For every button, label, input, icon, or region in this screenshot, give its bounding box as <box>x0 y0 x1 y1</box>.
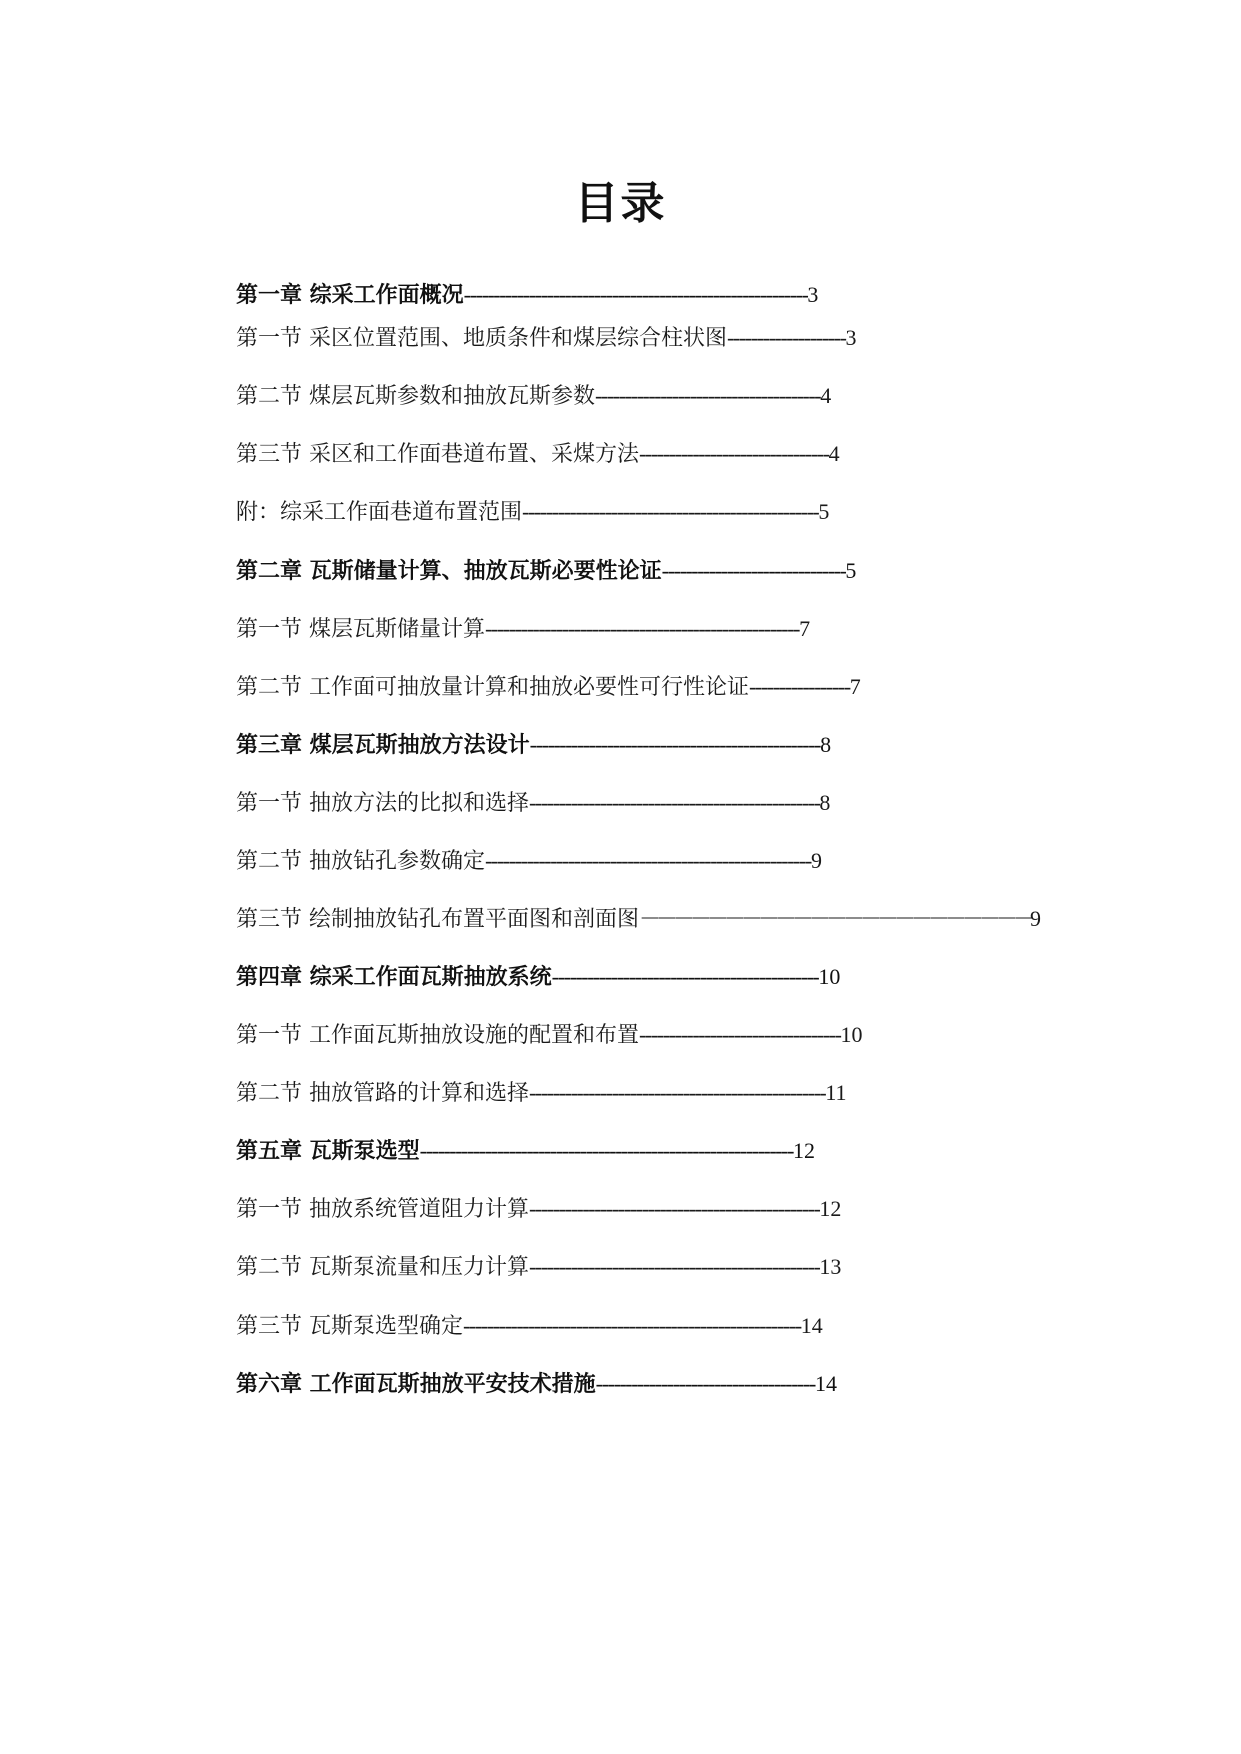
toc-leader: -------------------------------------- <box>595 383 821 408</box>
toc-section-3-3 <box>236 903 1041 935</box>
toc-leader: ------------------------------------------------- <box>529 732 821 757</box>
toc-section-3-1 <box>236 787 830 819</box>
toc-entry-title: 第二节 工作面可抽放量计算和抽放必要性可行性论证 <box>236 675 749 700</box>
toc-section-2-2 <box>236 671 861 703</box>
toc-page-number: 3 <box>807 282 819 307</box>
toc-entry-title: 第一章 综采工作面概况 <box>236 283 464 308</box>
toc-page-number: 12 <box>819 1196 842 1221</box>
toc-leader: ------------------------------- <box>661 558 846 583</box>
toc-page-number: 10 <box>818 964 841 989</box>
toc-page-number: 7 <box>849 674 861 699</box>
toc-page-number: 13 <box>819 1254 842 1279</box>
toc-leader: ------------------------------------------------- <box>529 790 820 815</box>
toc-page-number: 10 <box>840 1022 863 1047</box>
toc-page-number: 8 <box>819 790 831 815</box>
toc-entry-title: 第三节 瓦斯泵选型确定 <box>236 1314 463 1339</box>
toc-leader: -------------------------------------------------- <box>529 1080 826 1105</box>
toc-entry-title: 附：综采工作面巷道布置范围 <box>236 500 523 525</box>
toc-section-5-3 <box>236 1310 823 1342</box>
toc-page-number: 5 <box>818 499 830 524</box>
toc-section-4-1 <box>236 1019 863 1051</box>
toc-entry-title: 第一节 抽放系统管道阻力计算 <box>236 1197 529 1222</box>
toc-leader: --------------------------------------------------------- <box>463 1313 801 1338</box>
toc-leader: ----------------------------------------------------- <box>485 616 800 641</box>
toc-leader: ---------------------------------------------------------- <box>463 282 808 307</box>
toc-entry-title: 第五章 瓦斯泵选型 <box>236 1139 420 1164</box>
toc-entry-title: 第一节 采区位置范围、地质条件和煤层综合柱状图 <box>236 326 727 351</box>
toc-entry-title: 第二章 瓦斯储量计算、抽放瓦斯必要性论证 <box>236 559 662 584</box>
toc-leader: -------------------------------------------------- <box>522 499 819 524</box>
toc-entry-title: 第四章 综采工作面瓦斯抽放系统 <box>236 965 552 990</box>
toc-section-4-2 <box>236 1077 847 1109</box>
toc-chapter-1 <box>236 279 818 311</box>
toc-section-2-1 <box>236 613 810 645</box>
toc-section-5-2 <box>236 1251 841 1283</box>
toc-page-number: 14 <box>800 1313 823 1338</box>
toc-chapter-5 <box>236 1135 815 1167</box>
toc-leader: ------------------------------------------------------- <box>485 848 811 873</box>
toc-page-number: 9 <box>1030 906 1042 931</box>
toc-entry-title: 第三节 绘制抽放钻孔布置平面图和剖面图 <box>236 907 639 932</box>
toc-section-3-2 <box>236 845 822 877</box>
toc-entry-title: 第二节 瓦斯泵流量和压力计算 <box>236 1255 529 1280</box>
toc-leader: ------------------------------------------------- <box>529 1254 820 1279</box>
toc-section-1-1 <box>236 322 857 354</box>
toc-entry-title: 第三节 采区和工作面巷道布置、采煤方法 <box>236 442 639 467</box>
toc-leader: -------------------- <box>727 325 846 350</box>
toc-page-number: 4 <box>820 383 832 408</box>
toc-leader: ------------------------------------- <box>595 1371 815 1396</box>
toc-leader: －－－－－－－－－－－－－－－－－－－－－－－ <box>639 906 1031 931</box>
toc-page-number: 8 <box>820 732 832 757</box>
toc-entry-title: 第一节 煤层瓦斯储量计算 <box>236 617 485 642</box>
toc-page-number: 11 <box>825 1080 847 1105</box>
page-title: 目录 <box>574 178 667 229</box>
toc-leader: ---------------------------------- <box>639 1022 841 1047</box>
toc-section-1-3 <box>236 438 840 470</box>
toc-page-number: 5 <box>845 558 857 583</box>
toc-chapter-2 <box>236 555 856 587</box>
toc-leader: --------------------------------------------- <box>551 964 819 989</box>
toc-entry-title: 第一节 抽放方法的比拟和选择 <box>236 791 529 816</box>
toc-entry-title: 第二节 抽放管路的计算和选择 <box>236 1081 529 1106</box>
toc-entry-title: 第三章 煤层瓦斯抽放方法设计 <box>236 733 530 758</box>
toc-appendix <box>236 496 829 528</box>
toc-entry-title: 第六章 工作面瓦斯抽放平安技术措施 <box>236 1372 596 1397</box>
toc-leader: ------------------------------------------------- <box>529 1196 820 1221</box>
toc-entry-title: 第一节 工作面瓦斯抽放设施的配置和布置 <box>236 1023 639 1048</box>
toc-chapter-3 <box>236 729 831 761</box>
toc-section-1-2 <box>236 380 831 412</box>
toc-page-number: 7 <box>799 616 811 641</box>
toc-page-number: 14 <box>814 1371 837 1396</box>
toc-page-number: 9 <box>810 848 822 873</box>
toc-chapter-6 <box>236 1368 837 1400</box>
toc-chapter-4 <box>236 961 840 993</box>
toc-entry-title: 第二节 煤层瓦斯参数和抽放瓦斯参数 <box>236 384 595 409</box>
toc-leader: --------------------------------------------------------------- <box>419 1138 794 1163</box>
toc-leader: ----------------- <box>749 674 850 699</box>
toc-page-number: 3 <box>845 325 857 350</box>
toc-page-number: 12 <box>793 1138 816 1163</box>
toc-leader: -------------------------------- <box>639 441 829 466</box>
toc-entry-title: 第二节 抽放钻孔参数确定 <box>236 849 485 874</box>
toc-section-5-1 <box>236 1193 841 1225</box>
toc-page-number: 4 <box>828 441 840 466</box>
